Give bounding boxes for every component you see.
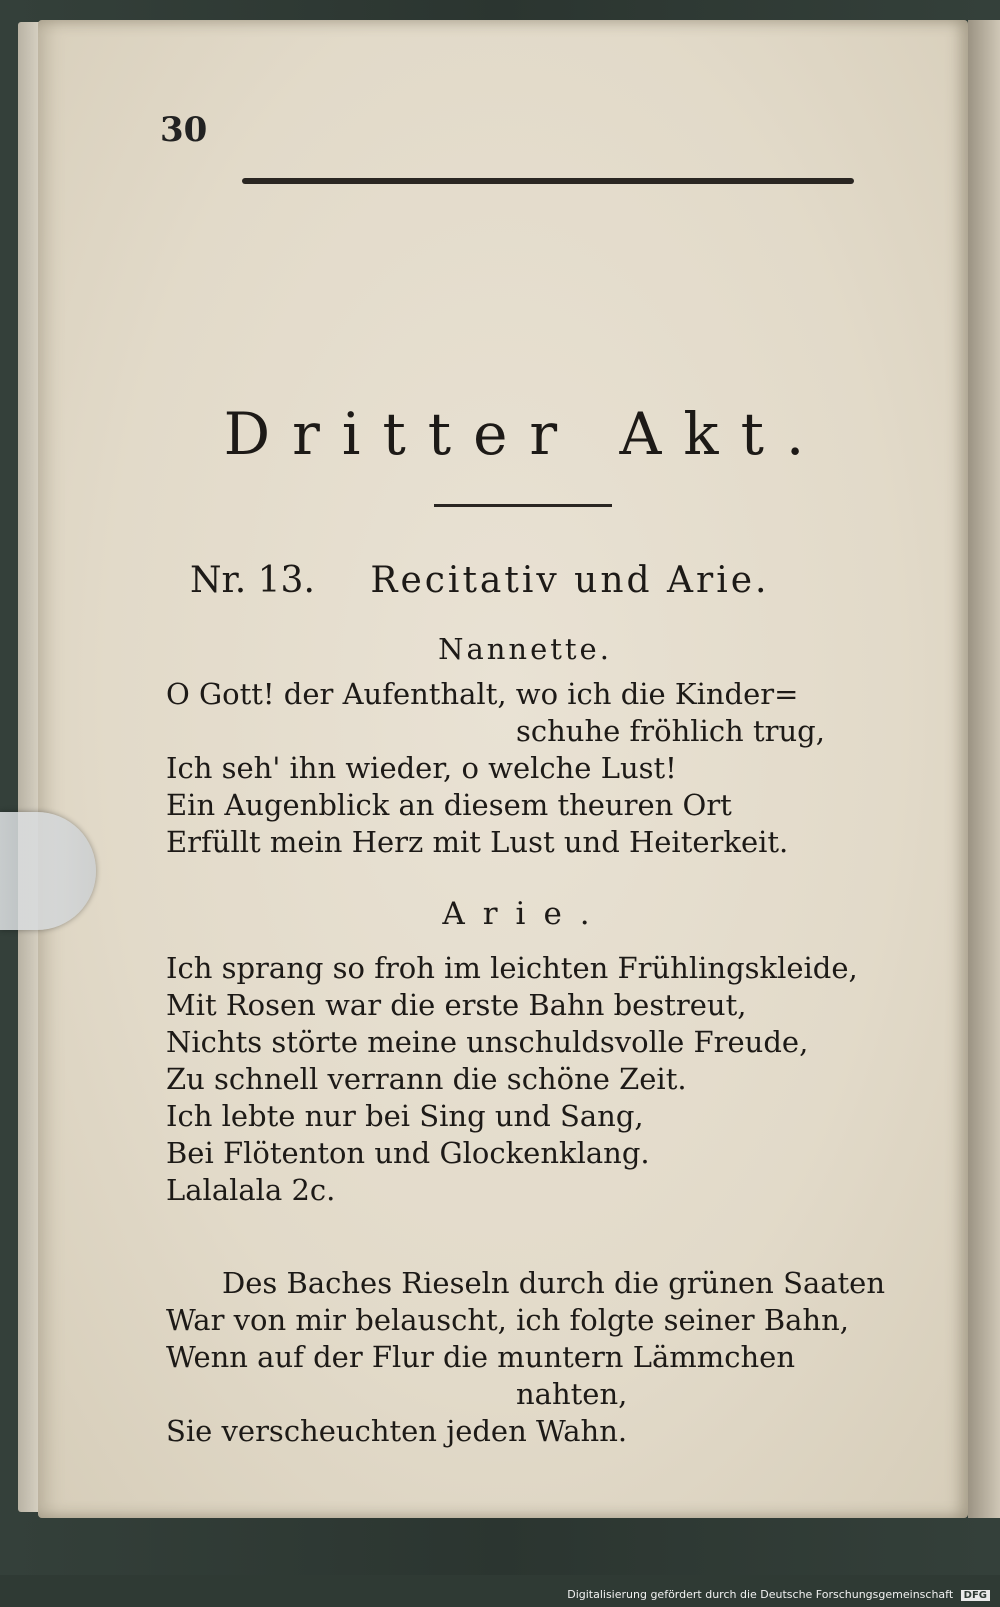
speaker-name: Nannette.	[438, 632, 612, 666]
text-line: O Gott! der Aufenthalt, wo ich die Kinder=	[166, 677, 799, 711]
aria-heading: Arie.	[442, 896, 608, 932]
text-line: nahten,	[516, 1377, 628, 1411]
number-heading	[190, 560, 890, 601]
text-line: Sie verscheuchten jeden Wahn.	[166, 1414, 628, 1448]
recitative-text	[166, 676, 886, 861]
text-line: Erfüllt mein Herz mit Lust und Heiterkeit.	[166, 825, 789, 859]
aria-stanza-1	[166, 950, 886, 1209]
text-line: Bei Flötenton und Glockenklang.	[166, 1136, 650, 1170]
text-line: Mit Rosen war die erste Bahn bestreut,	[166, 988, 747, 1022]
digitization-credit	[567, 1588, 990, 1601]
text-line: Ich lebte nur bei Sing und Sang,	[166, 1099, 644, 1133]
text-line: Zu schnell verrann die schöne Zeit.	[166, 1062, 687, 1096]
text-line: Lalalala 2c.	[166, 1173, 336, 1207]
text-line: Nichts störte meine unschuldsvolle Freude,	[166, 1025, 809, 1059]
header-rule	[242, 178, 854, 184]
text-line: War von mir belauscht, ich folgte seiner Bahn,	[166, 1303, 850, 1337]
page-number: 30	[160, 110, 208, 150]
next-page-edge	[968, 20, 1000, 1518]
number-title: Recitativ und Arie.	[370, 560, 770, 601]
credit-text: Digitalisierung gefördert durch die Deutsche Forschungsgemeinschaft	[567, 1588, 954, 1601]
text-line: Ich seh' ihn wieder, o welche Lust!	[166, 751, 677, 785]
text-line: schuhe fröhlich trug,	[516, 714, 825, 748]
aria-stanza-2	[166, 1265, 886, 1450]
dfg-logo: DFG	[961, 1590, 990, 1601]
number-label: Nr. 13.	[190, 560, 315, 601]
text-line: Wenn auf der Flur die muntern Lämmchen	[166, 1340, 796, 1374]
text-line: Ich sprang so froh im leichten Frühlingskleide,	[166, 951, 858, 985]
act-title: Dritter Akt.	[223, 400, 827, 468]
act-rule	[434, 504, 612, 507]
text-line: Ein Augenblick an diesem theuren Ort	[166, 788, 732, 822]
text-line: Des Baches Rieseln durch die grünen Saaten	[222, 1266, 886, 1300]
